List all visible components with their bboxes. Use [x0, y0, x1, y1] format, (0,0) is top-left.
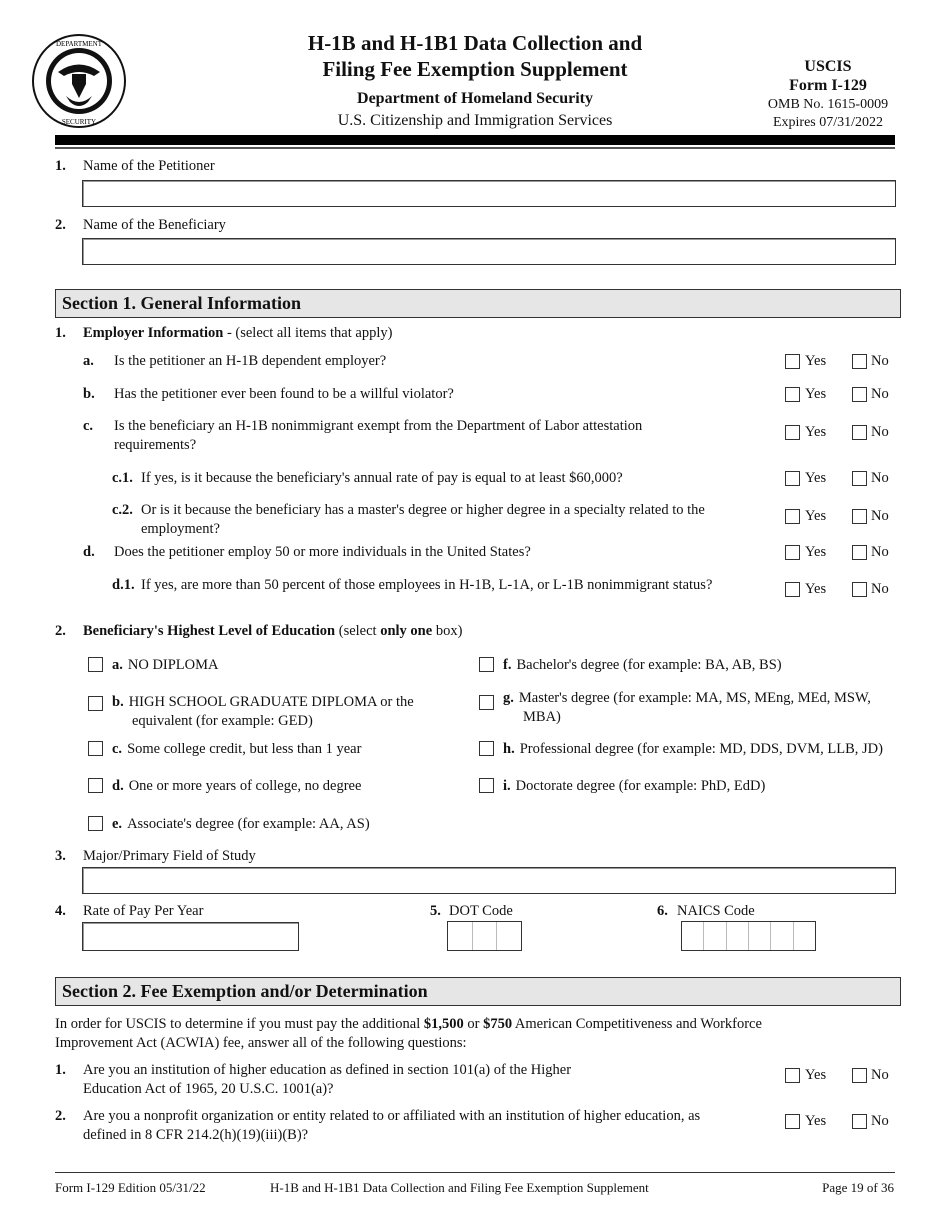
education-option	[112, 693, 462, 731]
education-e-checkbox[interactable]	[88, 816, 103, 831]
education-b-checkbox[interactable]	[88, 696, 103, 711]
education-label: i.	[503, 778, 511, 794]
s1-q6-yes-checkbox[interactable]	[785, 582, 800, 597]
question-text: Or is it because the beneficiary has a master's degree or higher degree in a specialty related to the employment?	[141, 502, 705, 537]
s2-q0-no-label: No	[871, 1067, 889, 1083]
svg-text:SECURITY: SECURITY	[61, 118, 97, 126]
education-option	[503, 740, 923, 759]
education-text: One or more years of college, no degree	[128, 778, 362, 794]
agency-name: U.S. Citizenship and Immigration Services	[337, 112, 613, 129]
s2-q0-yes-label: Yes	[805, 1067, 827, 1083]
education-text: Bachelor's degree (for example: BA, AB, BS)	[516, 657, 782, 673]
q3-num: 3.	[55, 848, 66, 864]
s1-q2-yes-checkbox[interactable]	[785, 425, 800, 440]
education-option	[503, 777, 923, 796]
education-label: g.	[503, 690, 514, 706]
education-label: d.	[112, 778, 124, 794]
education-option	[503, 656, 923, 675]
question-label: c.1.	[112, 470, 133, 486]
education-c-checkbox[interactable]	[88, 741, 103, 756]
form-number: Form I-129	[789, 77, 867, 94]
field-of-study-input[interactable]	[82, 867, 896, 894]
form-title-line1: H-1B and H-1B1 Data Collection and	[307, 31, 643, 55]
s1-q4-no-checkbox[interactable]	[852, 509, 867, 524]
education-option	[112, 777, 492, 796]
s1-q0-no-label: No	[871, 353, 889, 369]
question-d1	[112, 576, 771, 595]
education-text: Some college credit, but less than 1 year	[127, 741, 362, 757]
education-text: Professional degree (for example: MD, DDS, DVM, LLB, JD)	[519, 741, 883, 757]
department-name: Department of Homeland Security	[357, 90, 593, 107]
s1-q4-yes-checkbox[interactable]	[785, 509, 800, 524]
question-text: Has the petitioner ever been found to be a willful violator?	[114, 386, 454, 402]
question-text: Is the beneficiary an H-1B nonimmigrant exempt from the Department of Labor attestation requirements?	[114, 418, 643, 453]
svg-text:DEPARTMENT: DEPARTMENT	[56, 40, 102, 48]
expiration-date: Expires 07/31/2022	[772, 115, 884, 130]
s1-q3-no-checkbox[interactable]	[852, 471, 867, 486]
question-text: Is the petitioner an H-1B dependent employer?	[114, 353, 387, 369]
s1-q6-yes-label: Yes	[805, 581, 827, 597]
s1-q4-yes-label: Yes	[805, 508, 827, 524]
s2-q0-no-checkbox[interactable]	[852, 1068, 867, 1083]
education-a-checkbox[interactable]	[88, 657, 103, 672]
naics-code-input[interactable]	[681, 921, 816, 951]
education-text: Doctorate degree (for example: PhD, EdD)	[515, 778, 766, 794]
beneficiary-label: Name of the Beneficiary	[83, 217, 226, 233]
q2-heading: Beneficiary's Highest Level of Education (select only one box)	[83, 623, 463, 639]
s1-q3-yes-label: Yes	[805, 470, 827, 486]
education-option	[112, 656, 492, 675]
s1-q6-no-checkbox[interactable]	[852, 582, 867, 597]
s1-q5-yes-label: Yes	[805, 544, 827, 560]
education-text: NO DIPLOMA	[127, 657, 219, 673]
omb-number: OMB No. 1615-0009	[767, 97, 889, 112]
s1-q3-yes-checkbox[interactable]	[785, 471, 800, 486]
s1-q2-no-checkbox[interactable]	[852, 425, 867, 440]
question-text: Does the petitioner employ 50 or more individuals in the United States?	[114, 544, 531, 560]
education-f-checkbox[interactable]	[479, 657, 494, 672]
education-d-checkbox[interactable]	[88, 778, 103, 793]
petitioner-name-input[interactable]	[82, 180, 896, 207]
education-option	[503, 689, 883, 727]
s2-q0-yes-checkbox[interactable]	[785, 1068, 800, 1083]
section2-header: Section 2. Fee Exemption and/or Determination	[55, 977, 901, 1006]
education-label: c.	[112, 741, 123, 757]
education-option	[112, 740, 492, 759]
beneficiary-num: 2.	[55, 217, 66, 233]
s1-q3-no-label: No	[871, 470, 889, 486]
education-g-checkbox[interactable]	[479, 695, 494, 710]
s2-q1-no-checkbox[interactable]	[852, 1114, 867, 1129]
q6-label: NAICS Code	[677, 903, 755, 919]
s2-q1-no-label: No	[871, 1113, 889, 1129]
s1-q0-yes-checkbox[interactable]	[785, 354, 800, 369]
education-text: Associate's degree (for example: AA, AS)	[127, 816, 370, 832]
q5-label: DOT Code	[449, 903, 513, 919]
s2-question-text: Are you an institution of higher education as defined in section 101(a) of the Higher Education Act of 1965, 20 U.S.C. 1001(a)?	[83, 1062, 572, 1097]
question-text: If yes, are more than 50 percent of those employees in H-1B, L-1A, or L-1B nonimmigrant status?	[141, 577, 713, 593]
question-c1	[112, 469, 771, 488]
section2-intro: In order for USCIS to determine if you must pay the additional $1,500 or $750 American Competitiveness and Workforce Improvement Act (ACWIA) fee, answer all of the following questions:	[55, 1016, 762, 1051]
education-option	[112, 815, 492, 834]
footer-rule	[55, 1172, 895, 1173]
petitioner-num: 1.	[55, 158, 66, 174]
header-rule	[55, 135, 895, 145]
education-label: h.	[503, 741, 515, 757]
s1-q1-no-checkbox[interactable]	[852, 387, 867, 402]
s1-q5-no-checkbox[interactable]	[852, 545, 867, 560]
question-label: d.	[83, 544, 95, 560]
s1-q6-no-label: No	[871, 581, 889, 597]
agency-short: USCIS	[804, 58, 852, 75]
q3-label: Major/Primary Field of Study	[83, 848, 256, 864]
question-label: d.1.	[112, 577, 135, 593]
s1-q2-no-label: No	[871, 424, 889, 440]
beneficiary-name-input[interactable]	[82, 238, 896, 265]
education-h-checkbox[interactable]	[479, 741, 494, 756]
q6-num: 6.	[657, 903, 668, 919]
q5-num: 5.	[430, 903, 441, 919]
question-label: b.	[83, 386, 95, 402]
dhs-seal	[28, 32, 130, 130]
rate-of-pay-input[interactable]	[82, 922, 299, 951]
footer-form-edition: Form I-129 Edition 05/31/22	[55, 1180, 206, 1195]
question-label: c.	[83, 418, 94, 434]
dot-code-input[interactable]	[447, 921, 522, 951]
s1-q2-yes-label: Yes	[805, 424, 827, 440]
s1-q4-no-label: No	[871, 508, 889, 524]
education-label: b.	[112, 694, 124, 710]
education-text: HIGH SCHOOL GRADUATE DIPLOMA or the equivalent (for example: GED)	[128, 694, 414, 729]
header-subrule	[55, 147, 895, 149]
q2-num: 2.	[55, 623, 66, 639]
question-c2	[112, 501, 771, 539]
education-label: a.	[112, 657, 123, 673]
s2-q1-yes-checkbox[interactable]	[785, 1114, 800, 1129]
q1-heading: Employer Information - (select all items that apply)	[83, 325, 393, 341]
petitioner-label: Name of the Petitioner	[83, 158, 215, 174]
footer-title: H-1B and H-1B1 Data Collection and Filing Fee Exemption Supplement	[270, 1180, 649, 1195]
s1-q0-no-checkbox[interactable]	[852, 354, 867, 369]
section1-header: Section 1. General Information	[55, 289, 901, 318]
s1-q1-yes-label: Yes	[805, 386, 827, 402]
s1-q1-no-label: No	[871, 386, 889, 402]
question-text: If yes, is it because the beneficiary's annual rate of pay is equal to at least $60,000?	[141, 470, 623, 486]
s1-q0-yes-label: Yes	[805, 353, 827, 369]
s1-q5-no-label: No	[871, 544, 889, 560]
question-label: c.2.	[112, 502, 133, 518]
form-title-line2: Filing Fee Exemption Supplement	[322, 57, 628, 81]
s2-question-num: 1.	[55, 1062, 66, 1078]
s1-q5-yes-checkbox[interactable]	[785, 545, 800, 560]
education-label: e.	[112, 816, 123, 832]
footer-page-number: Page 19 of 36	[822, 1180, 894, 1195]
q1-num: 1.	[55, 325, 66, 341]
s2-question-num: 2.	[55, 1108, 66, 1124]
s2-question-text: Are you a nonprofit organization or entity related to or affiliated with an institution of higher education, as defined in 8 CFR 214.2(h)(19)(iii)(B)?	[83, 1108, 701, 1143]
q4-label: Rate of Pay Per Year	[83, 903, 204, 919]
education-text: Master's degree (for example: MA, MS, MEng, MEd, MSW, MBA)	[518, 690, 871, 725]
education-label: f.	[503, 657, 512, 673]
q4-num: 4.	[55, 903, 66, 919]
question-label: a.	[83, 353, 94, 369]
s2-q1-yes-label: Yes	[805, 1113, 827, 1129]
education-i-checkbox[interactable]	[479, 778, 494, 793]
s1-q1-yes-checkbox[interactable]	[785, 387, 800, 402]
